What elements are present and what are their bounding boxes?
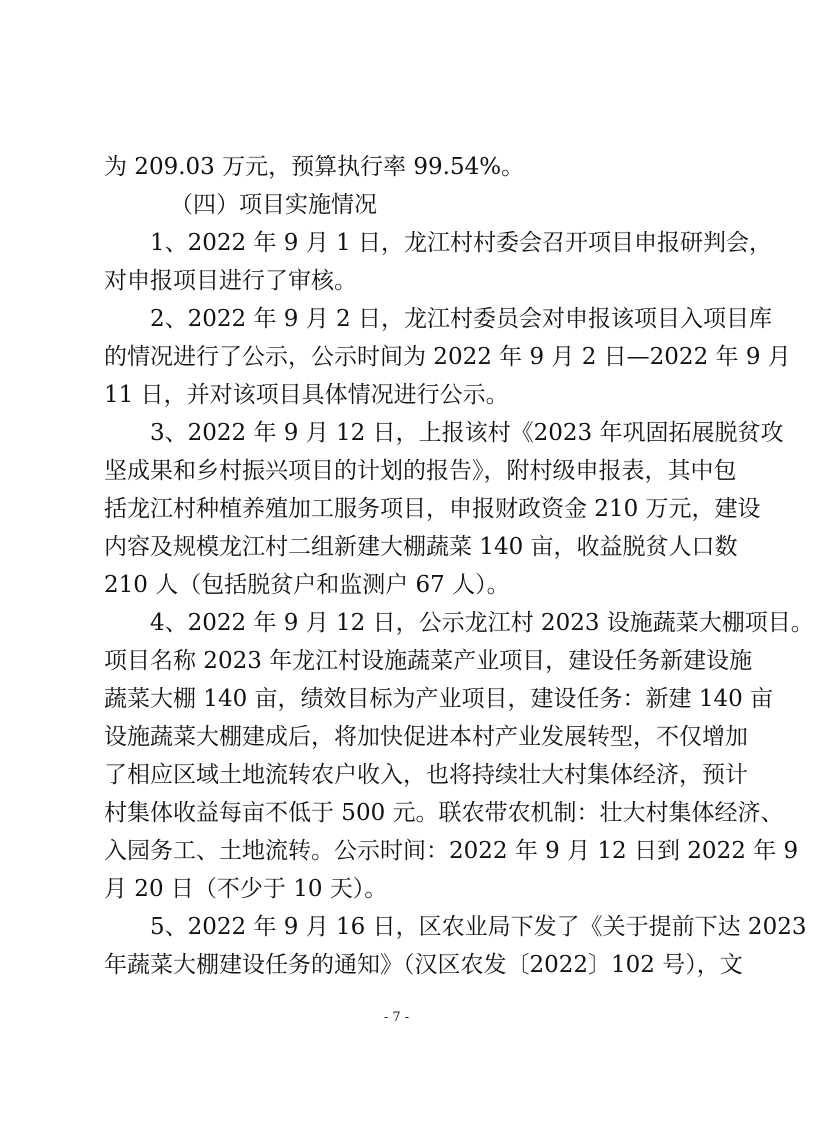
text-line: 月 20 日（不少于 10 天）。: [104, 876, 388, 902]
text-line: 2、2022 年 9 月 2 日，龙江村委员会对申报该项目入项目库: [150, 306, 772, 332]
text-line: 3、2022 年 9 月 12 日，上报该村《2023 年巩固拓展脱贫攻: [150, 420, 784, 446]
text-line: 5、2022 年 9 月 16 日，区农业局下发了《关于提前下达 2023: [150, 914, 807, 940]
text-line: 了相应区域土地流转农户收入，也将持续壮大村集体经济，预计: [104, 762, 748, 788]
text-line: 设施蔬菜大棚建成后，将加快促进本村产业发展转型，不仅增加: [104, 724, 748, 750]
text-line: 1、2022 年 9 月 1 日，龙江村村委会召开项目申报研判会，: [150, 230, 772, 256]
text-line: 的情况进行了公示，公示时间为 2022 年 9 月 2 日—2022 年 9 月: [104, 344, 791, 370]
text-line: 11 日，并对该项目具体情况进行公示。: [104, 382, 509, 408]
text-line: 入园务工、土地流转。公示时间：2022 年 9 月 12 日到 2022 年 9: [104, 838, 799, 864]
text-line: 括龙江村种植养殖加工服务项目，申报财政资金 210 万元，建设: [104, 496, 761, 522]
text-line: 内容及规模龙江村二组新建大棚蔬菜 140 亩，收益脱贫人口数: [104, 534, 738, 560]
text-line: 年蔬菜大棚建设任务的通知》（汉区农发〔2022〕102 号），文: [104, 952, 743, 978]
text-line: 对申报项目进行了审核。: [104, 268, 357, 294]
text-line: 为 209.03 万元，预算执行率 99.54%。: [104, 154, 525, 180]
text-line: 村集体收益每亩不低于 500 元。联农带农机制：壮大村集体经济、: [104, 800, 784, 826]
text-line: 210 人（包括脱贫户和监测户 67 人）。: [104, 572, 510, 598]
text-line: 4、2022 年 9 月 12 日，公示龙江村 2023 设施蔬菜大棚项目。: [150, 610, 814, 636]
page-number: - 7 -: [383, 1010, 410, 1025]
text-line: 项目名称 2023 年龙江村设施蔬菜产业项目，建设任务新建设施: [104, 648, 753, 674]
section-heading: （四）项目实施情况: [170, 192, 377, 218]
text-line: 蔬菜大棚 140 亩，绩效目标为产业项目，建设任务：新建 140 亩: [104, 686, 774, 712]
text-line: 坚成果和乡村振兴项目的计划的报告》，附村级申报表，其中包: [104, 458, 737, 484]
